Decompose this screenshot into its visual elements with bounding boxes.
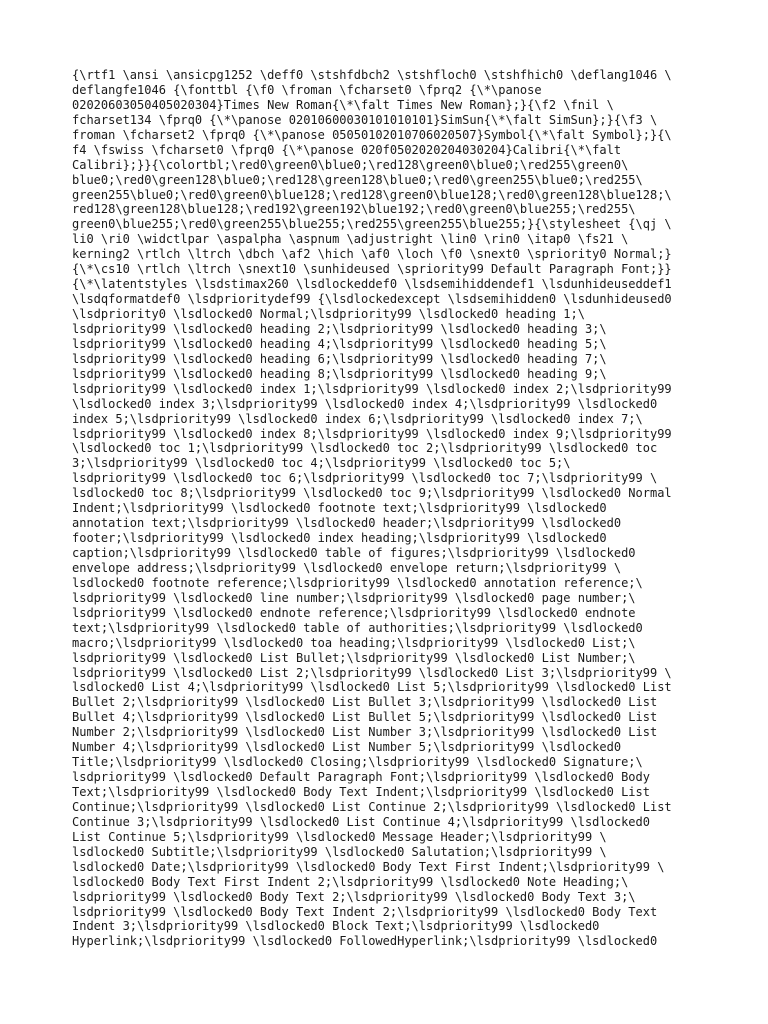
text-line: \lsdlocked0 toc 1;\lsdpriority99 \lsdlocked0 toc 2;\lsdpriority99 \lsdlocked0 toc [72, 441, 658, 456]
text-line: macro;\lsdpriority99 \lsdlocked0 toa heading;\lsdpriority99 \lsdlocked0 List;\ [72, 635, 636, 650]
text-line: lsdpriority99 \lsdlocked0 endnote reference;\lsdpriority99 \lsdlocked0 endnote [72, 605, 636, 620]
text-line: Indent 3;\lsdpriority99 \lsdlocked0 Block Text;\lsdpriority99 \lsdlocked0 [72, 919, 600, 934]
text-line: lsdpriority99 \lsdlocked0 toc 6;\lsdpriority99 \lsdlocked0 toc 7;\lsdpriority99 \ [72, 471, 658, 486]
text-line: lsdpriority99 \lsdlocked0 heading 6;\lsdpriority99 \lsdlocked0 heading 7;\ [72, 351, 607, 366]
text-line: \lsdlocked0 index 3;\lsdpriority99 \lsdlocked0 index 4;\lsdpriority99 \lsdlocked0 [72, 396, 658, 411]
text-line: lsdpriority99 \lsdlocked0 Body Text Indent 2;\lsdpriority99 \lsdlocked0 Body Text [72, 904, 658, 919]
text-line: lsdpriority99 \lsdlocked0 List Bullet;\lsdpriority99 \lsdlocked0 List Number;\ [72, 650, 636, 665]
text-line: fcharset134 \fprq0 {\*\panose 02010600030101010101}SimSun{\*\falt SimSun};}{\f3 \ [72, 112, 658, 127]
text-line: Number 4;\lsdpriority99 \lsdlocked0 List Number 5;\lsdpriority99 \lsdlocked0 [72, 740, 622, 755]
text-line: {\*\latentstyles \lsdstimax260 \lsdlockeddef0 \lsdsemihiddendef1 \lsdunhideuseddef1 [72, 277, 672, 292]
text-line: froman \fcharset2 \fprq0 {\*\panose 05050102010706020507}Symbol{\*\falt Symbol};}{\ [72, 127, 672, 142]
text-line: Number 2;\lsdpriority99 \lsdlocked0 List Number 3;\lsdpriority99 \lsdlocked0 List [72, 725, 658, 740]
text-line: lsdpriority99 \lsdlocked0 Body Text 2;\lsdpriority99 \lsdlocked0 Body Text 3;\ [72, 889, 636, 904]
text-line: lsdpriority99 \lsdlocked0 heading 4;\lsdpriority99 \lsdlocked0 heading 5;\ [72, 336, 607, 351]
text-line: lsdpriority99 \lsdlocked0 Default Paragraph Font;\lsdpriority99 \lsdlocked0 Body [72, 770, 650, 785]
text-line: List Continue 5;\lsdpriority99 \lsdlocked0 Message Header;\lsdpriority99 \ [72, 829, 607, 844]
text-line: text;\lsdpriority99 \lsdlocked0 table of authorities;\lsdpriority99 \lsdlocked0 [72, 620, 643, 635]
text-line: annotation text;\lsdpriority99 \lsdlocked0 header;\lsdpriority99 \lsdlocked0 [72, 516, 622, 531]
text-line: 3;\lsdpriority99 \lsdlocked0 toc 4;\lsdpriority99 \lsdlocked0 toc 5;\ [72, 456, 571, 471]
text-line: lsdpriority99 \lsdlocked0 heading 2;\lsdpriority99 \lsdlocked0 heading 3;\ [72, 321, 607, 336]
text-line: Text;\lsdpriority99 \lsdlocked0 Body Text Indent;\lsdpriority99 \lsdlocked0 List [72, 785, 650, 799]
text-line: kerning2 \rtlch \ltrch \dbch \af2 \hich \af0 \loch \f0 \snext0 \spriority0 Normal;} [72, 247, 672, 262]
text-line: lsdpriority99 \lsdlocked0 List 2;\lsdpriority99 \lsdlocked0 List 3;\lsdpriority99 \ [72, 665, 672, 680]
text-line: lsdlocked0 Body Text First Indent 2;\lsdpriority99 \lsdlocked0 Note Heading;\ [72, 874, 629, 889]
text-line: deflangfe1046 {\fonttbl {\f0 \froman \fcharset0 \fprq2 {\*\panose [72, 82, 542, 97]
text-line: footer;\lsdpriority99 \lsdlocked0 index heading;\lsdpriority99 \lsdlocked0 [72, 531, 607, 546]
text-line: Title;\lsdpriority99 \lsdlocked0 Closing;\lsdpriority99 \lsdlocked0 Signature;\ [72, 755, 643, 770]
text-line: green255\blue0;\red0\green0\blue128;\red128\green0\blue128;\red0\green128\blue128;\ [72, 187, 672, 202]
rtf-source-text [72, 68, 712, 949]
text-line: caption;\lsdpriority99 \lsdlocked0 table of figures;\lsdpriority99 \lsdlocked0 [72, 546, 636, 560]
text-line: lsdpriority99 \lsdlocked0 index 1;\lsdpriority99 \lsdlocked0 index 2;\lsdpriority99 [72, 381, 672, 396]
text-line: green0\blue255;\red0\green255\blue255;\red255\green255\blue255;}{\stylesheet {\qj \ [72, 217, 672, 232]
text-line: f4 \fswiss \fcharset0 \fprq0 {\*\panose 020f0502020204030204}Calibri{\*\falt [72, 142, 622, 157]
text-line: lsdlocked0 Subtitle;\lsdpriority99 \lsdlocked0 Salutation;\lsdpriority99 \ [72, 844, 607, 859]
text-line: Continue 3;\lsdpriority99 \lsdlocked0 List Continue 4;\lsdpriority99 \lsdlocked0 [72, 814, 650, 829]
text-line: lsdlocked0 List 4;\lsdpriority99 \lsdlocked0 List 5;\lsdpriority99 \lsdlocked0 List [72, 680, 672, 695]
text-line: Indent;\lsdpriority99 \lsdlocked0 footnote text;\lsdpriority99 \lsdlocked0 [72, 501, 607, 516]
text-line: li0 \ri0 \widctlpar \aspalpha \aspnum \adjustright \lin0 \rin0 \itap0 \fs21 \ [72, 232, 629, 247]
text-line: lsdlocked0 footnote reference;\lsdpriority99 \lsdlocked0 annotation reference;\ [72, 575, 643, 590]
text-line: lsdlocked0 toc 8;\lsdpriority99 \lsdlocked0 toc 9;\lsdpriority99 \lsdlocked0 Normal [72, 486, 672, 501]
text-line: lsdpriority99 \lsdlocked0 index 8;\lsdpriority99 \lsdlocked0 index 9;\lsdpriority99 [72, 426, 672, 441]
text-line: {\rtf1 \ansi \ansicpg1252 \deff0 \stshfdbch2 \stshfloch0 \stshfhich0 \deflang1046 \ [72, 68, 672, 82]
text-line: blue0;\red0\green128\blue0;\red128\green128\blue0;\red0\green255\blue0;\red255\ [72, 172, 643, 187]
text-line: Bullet 4;\lsdpriority99 \lsdlocked0 List Bullet 5;\lsdpriority99 \lsdlocked0 List [72, 710, 658, 725]
text-line: red128\green128\blue128;\red192\green192\blue192;\red0\green0\blue255;\red255\ [72, 202, 636, 217]
text-line: \lsdqformatdef0 \lsdprioritydef99 {\lsdlockedexcept \lsdsemihidden0 \lsdunhideused0 [72, 292, 672, 307]
text-line: {\*\cs10 \rtlch \ltrch \snext10 \sunhideused \spriority99 Default Paragraph Font;}} [72, 262, 672, 277]
text-line: Calibri};}}{\colortbl;\red0\green0\blue0;\red128\green0\blue0;\red255\green0\ [72, 157, 629, 172]
text-line: Bullet 2;\lsdpriority99 \lsdlocked0 List Bullet 3;\lsdpriority99 \lsdlocked0 List [72, 695, 658, 710]
text-line: \lsdpriority0 \lsdlocked0 Normal;\lsdpriority99 \lsdlocked0 heading 1;\ [72, 307, 585, 321]
text-line: envelope address;\lsdpriority99 \lsdlocked0 envelope return;\lsdpriority99 \ [72, 560, 622, 575]
text-line: lsdpriority99 \lsdlocked0 line number;\lsdpriority99 \lsdlocked0 page number;\ [72, 590, 636, 605]
text-line: Continue;\lsdpriority99 \lsdlocked0 List Continue 2;\lsdpriority99 \lsdlocked0 List [72, 799, 672, 814]
text-line: Hyperlink;\lsdpriority99 \lsdlocked0 FollowedHyperlink;\lsdpriority99 \lsdlocked0 [72, 934, 658, 949]
text-line: lsdpriority99 \lsdlocked0 heading 8;\lsdpriority99 \lsdlocked0 heading 9;\ [72, 366, 607, 381]
text-line: 02020603050405020304}Times New Roman{\*\falt Times New Roman};}{\f2 \fnil \ [72, 97, 614, 112]
text-line: lsdlocked0 Date;\lsdpriority99 \lsdlocked0 Body Text First Indent;\lsdpriority99 \ [72, 859, 665, 874]
text-line: index 5;\lsdpriority99 \lsdlocked0 index 6;\lsdpriority99 \lsdlocked0 index 7;\ [72, 411, 643, 426]
